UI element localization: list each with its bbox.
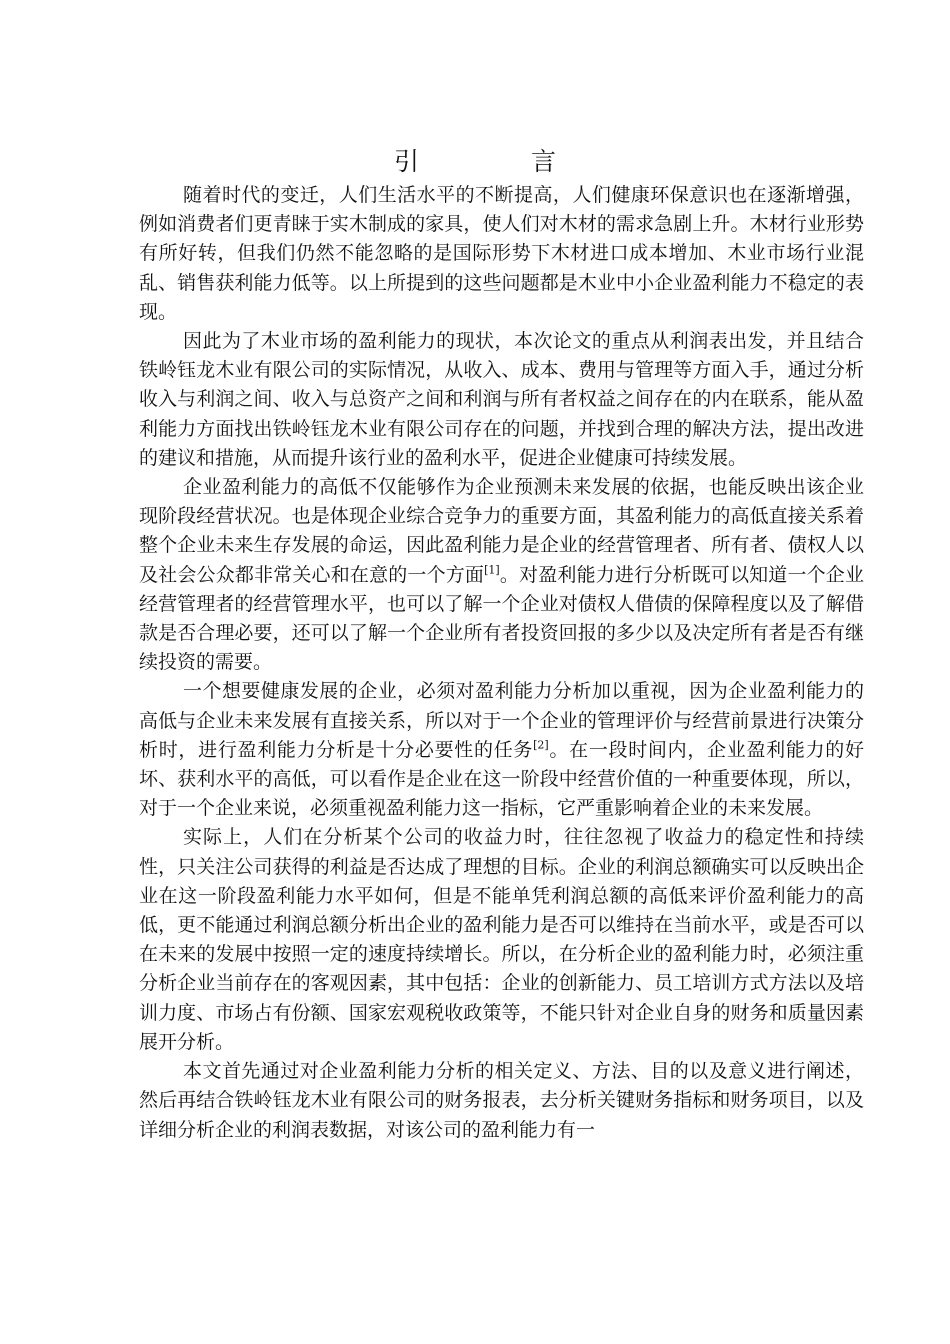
paragraph: [139, 823, 864, 1057]
citation-marker: [1]: [484, 563, 500, 577]
paragraph: [139, 677, 864, 823]
citation-marker: [2]: [533, 738, 549, 752]
paragraph: [139, 327, 864, 473]
paragraph-text: 本文首先通过对企业盈利能力分析的相关定义、方法、目的以及意义进行阐述，然后再结合铁岭钰龙木业有限公司的财务报表，去分析关键财务指标和财务项目，以及详细分析企业的利润表数据，对该公司的盈利能力有一: [139, 1060, 864, 1141]
paragraph-text: 。对盈利能力进行分析既可以知道一个企业经营管理者的经营管理水平，也可以了解一个企业对债权人借债的保障程度以及了解借款是否合理必要，还可以了解一个企业所有者投资回报的多少以及决定所有者是否有继续投资的需要。: [139, 563, 864, 674]
paragraph-text: 企业盈利能力的高低不仅能够作为企业预测未来发展的依据，也能反映出该企业现阶段经营状况。也是体现企业综合竞争力的重要方面，其盈利能力的高低直接关系着整个企业未来生存发展的命运，因此盈利能力是企业的经营管理者、所有者、债权人以及社会公众都非常关心和在意的一个方面: [139, 476, 864, 586]
paragraph-text: 实际上，人们在分析某个公司的收益力时，往往忽视了收益力的稳定性和持续性，只关注公司获得的利益是否达成了理想的目标。企业的利润总额确实可以反映出企业在这一阶段盈利能力水平如何，但是不能单凭利润总额的高低来评价盈利能力的高低，更不能通过利润总额分析出企业的盈利能力是否可以维持在当前水平，或是否可以在未来的发展中按照一定的速度持续增长。所以，在分析企业的盈利能力时，必须注重分析企业当前存在的客观因素，其中包括：企业的创新能力、员工培训方式方法以及培训力度、市场占有份额、国家宏观税收政策等，不能只针对企业自身的财务和质量因素展开分析。: [139, 826, 864, 1053]
paragraph: [139, 1057, 864, 1145]
paragraph: [139, 181, 864, 327]
body-text: [139, 181, 864, 1145]
paragraph-text: 因此为了木业市场的盈利能力的现状，本次论文的重点从利润表出发，并且结合铁岭钰龙木业有限公司的实际情况，从收入、成本、费用与管理等方面入手，通过分析收入与利润之间、收入与总资产之间和利润与所有者权益之间存在的内在联系，能从盈利能力方面找出铁岭钰龙木业有限公司存在的问题，并找到合理的解决方法，提出改进的建议和措施，从而提升该行业的盈利水平，促进企业健康可持续发展。: [139, 330, 864, 469]
paragraph-text: 一个想要健康发展的企业，必须对盈利能力分析加以重视，因为企业盈利能力的高低与企业未来发展有直接关系，所以对于一个企业的管理评价与经营前景进行决策分析时，进行盈利能力分析是十分必要性的任务: [139, 680, 864, 761]
paragraph-text: 随着时代的变迁，人们生活水平的不断提高，人们健康环保意识也在逐渐增强，例如消费者们更青睐于实木制成的家具，使人们对木材的需求急剧上升。木材行业形势有所好转，但我们仍然不能忽略的是国际形势下木材进口成本增加、木业市场行业混乱、销售获利能力低等。以上所提到的这些问题都是木业中小企业盈利能力不稳定的表现。: [139, 184, 864, 323]
paragraph-text: 。在一段时间内，企业盈利能力的好坏、获利水平的高低，可以看作是企业在这一阶段中经营价值的一种重要体现，所以，对于一个企业来说，必须重视盈利能力这一指标，它严重影响着企业的未来发展。: [139, 738, 864, 820]
paragraph: [139, 473, 864, 677]
page-title: 引 言: [394, 147, 608, 176]
